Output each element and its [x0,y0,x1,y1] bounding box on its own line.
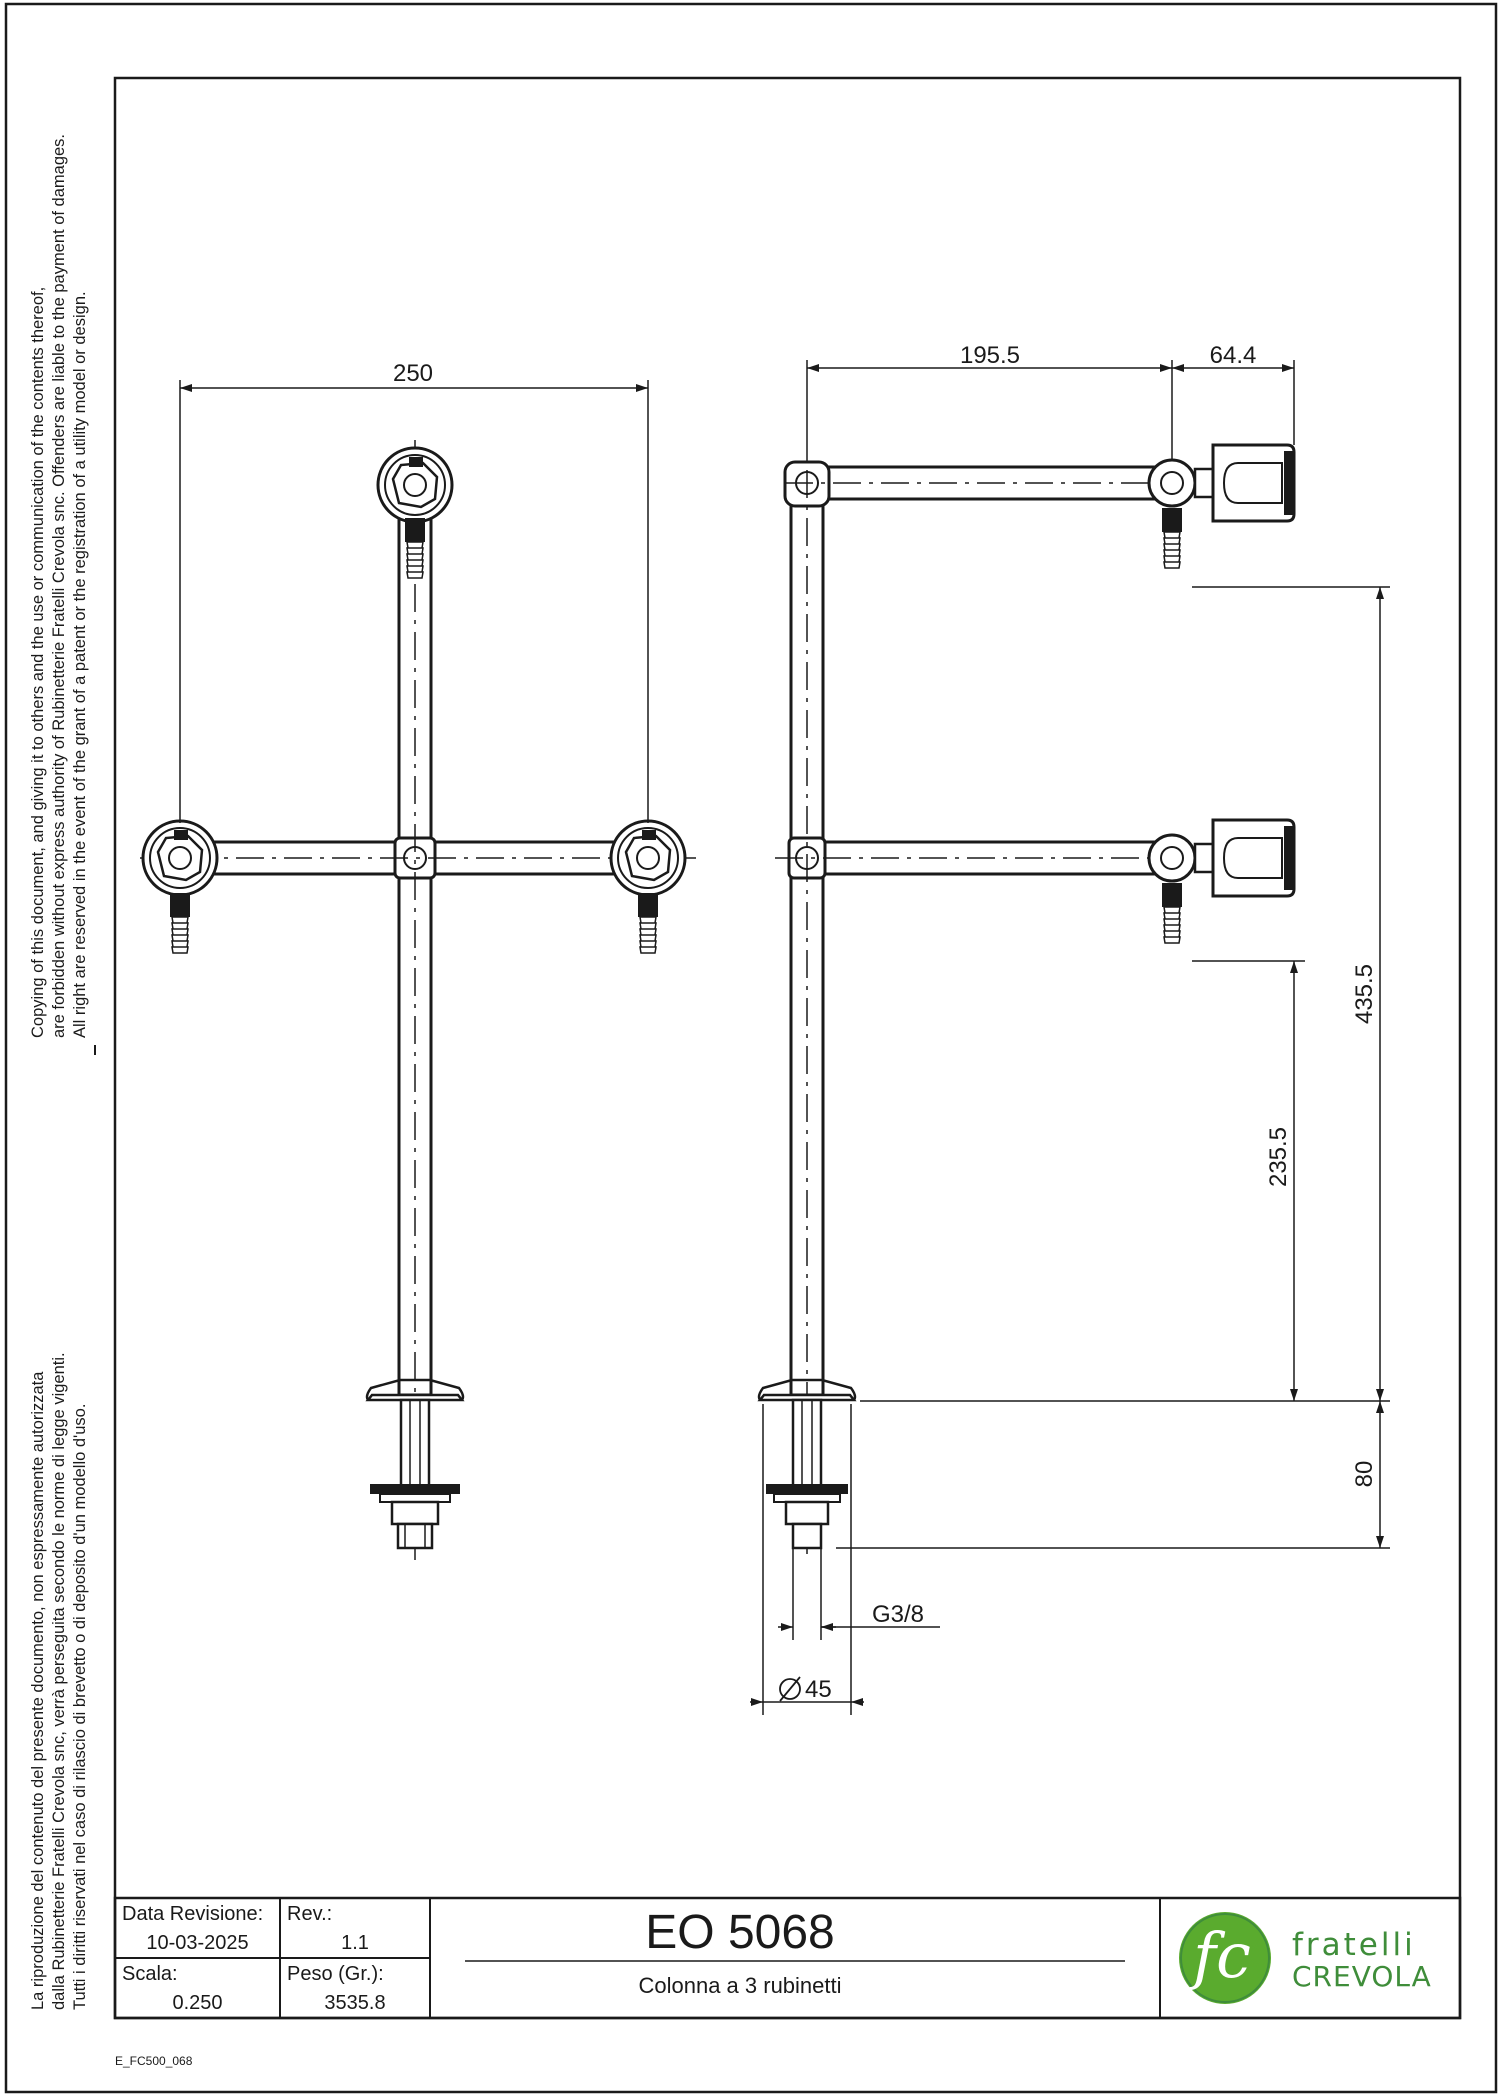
dim-text-250: 250 [392,360,434,387]
svg-text:fc: fc [1193,1919,1251,1992]
dim-text-435-5: 435.5 [1351,963,1378,1025]
dim-text-64-4: 64.4 [1209,342,1257,369]
copyright-note-en [28,98,91,1038]
product-code: EO 5068 [645,1906,835,1959]
document-reference: E_FC500_068 [115,2054,193,2068]
dim-text-195-5: 195.5 [959,342,1021,369]
dim-text-diameter: 45 [805,1676,832,1703]
weight-label: Peso (Gr.): [287,1963,384,1985]
copyright-en-line-1: Copying of this document, and giving it to others and the use or communication of the contents thereof, [29,286,47,1038]
weight-value: 3535.8 [324,1992,386,2014]
scale-value: 0.250 [172,1992,223,2014]
revision-date-label: Data Revisione: [122,1903,264,1925]
product-description: Colonna a 3 rubinetti [638,1973,842,1998]
rev-label: Rev.: [287,1903,333,1925]
fratelli-crevola-logo [1179,1912,1271,2004]
drawing-frame [115,78,1460,2018]
copyright-it-line-2: dalla Rubinetterie Fratelli Crevola snc, verrà perseguita secondo le norme di legge vigenti. [50,1352,68,2010]
dim-text-thread: G3/8 [871,1601,925,1628]
front-view [140,440,700,1560]
copyright-note-it [28,1325,91,2010]
copyright-it-line-1: La riproduzione del contenuto del presente documento, non espressamente autorizzata [29,1371,47,2010]
rev-value: 1.1 [341,1932,369,1954]
copyright-en-line-3: All right are reserved in the event of the grant of a patent or the registration of a utility model or design. [71,291,89,1038]
copyright-en-line-2: are forbidden without express authority of Rubinetterie Fratelli Crevola snc. Offenders are liable to the payment of damages. [50,133,68,1038]
dim-text-80: 80 [1351,1460,1378,1488]
copyright-it-line-3: Tutti i diritti riservati nel caso di rilascio di brevetto o di deposito d'un modello d'uso. [71,1403,89,2010]
scale-label: Scala: [122,1963,178,1985]
brand-name-line2: CREVOLA [1292,1960,1432,1993]
dim-text-235-5: 235.5 [1265,1126,1292,1188]
side-dimensions [750,360,1390,1715]
outer-border [6,4,1496,2092]
revision-date-value: 10-03-2025 [146,1932,249,1954]
side-view [759,445,1294,1560]
brand-name-line1: fratelli [1292,1927,1416,1963]
